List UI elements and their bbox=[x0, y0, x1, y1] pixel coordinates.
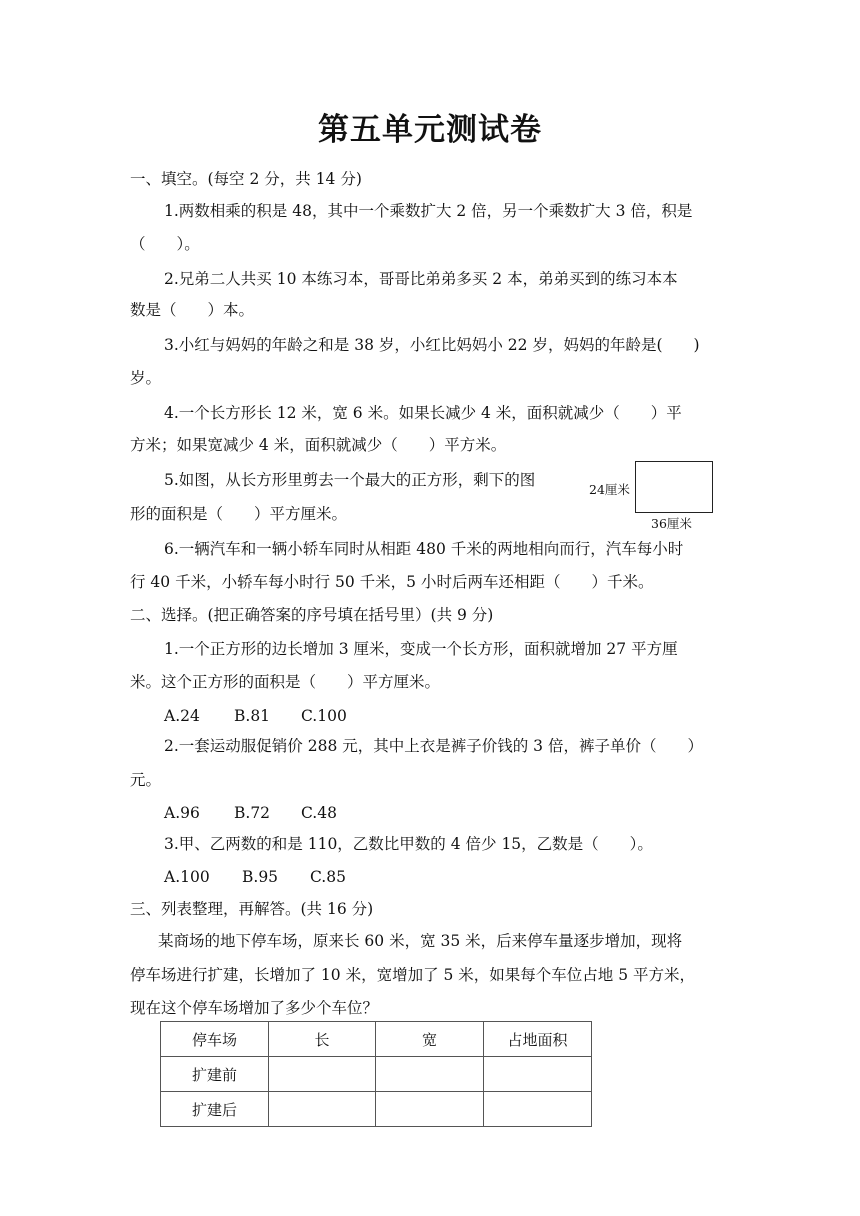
table-cell[interactable] bbox=[484, 1092, 592, 1127]
s2-q3-options bbox=[164, 866, 346, 888]
table-cell[interactable] bbox=[376, 1057, 484, 1092]
s2-q2-line2: 元。 bbox=[130, 771, 162, 789]
s2-q2-line1: 2.一套运动服促销价 288 元，其中上衣是裤子价钱的 3 倍，裤子单价（ ） bbox=[164, 737, 703, 755]
s1-q2-line1: 2.兄弟二人共买 10 本练习本，哥哥比弟弟多买 2 本，弟弟买到的练习本本 bbox=[164, 270, 678, 288]
table-header-cell: 长 bbox=[269, 1022, 376, 1057]
page-title: 第五单元测试卷 bbox=[318, 112, 542, 148]
s1-q4-line1: 4.一个长方形长 12 米，宽 6 米。如果长减少 4 米，面积就减少（ ）平 bbox=[164, 404, 682, 422]
option-b: B.72 bbox=[234, 804, 271, 822]
rectangle-height-label: 24厘米 bbox=[589, 482, 630, 497]
table-header-cell: 占地面积 bbox=[484, 1022, 592, 1057]
s1-q3-line2: 岁。 bbox=[130, 369, 162, 387]
option-c: C.48 bbox=[301, 804, 337, 822]
table-header-cell: 停车场 bbox=[161, 1022, 269, 1057]
s2-q2-options bbox=[164, 802, 337, 824]
option-c: C.85 bbox=[310, 868, 346, 886]
rectangle-shape bbox=[635, 461, 713, 513]
option-a: A.100 bbox=[164, 868, 210, 886]
table-row-label: 扩建前 bbox=[161, 1057, 269, 1092]
s3-problem-line2: 停车场进行扩建，长增加了 10 米，宽增加了 5 米，如果每个车位占地 5 平方米， bbox=[130, 966, 696, 984]
table-cell[interactable] bbox=[269, 1057, 376, 1092]
s1-q5-line1: 5.如图，从长方形里剪去一个最大的正方形，剩下的图 bbox=[164, 471, 536, 489]
table-cell[interactable] bbox=[484, 1057, 592, 1092]
option-b: B.81 bbox=[234, 707, 271, 725]
s1-q4-line2: 方米；如果宽减少 4 米，面积就减少（ ）平方米。 bbox=[130, 436, 507, 454]
s1-q6-line2: 行 40 千米，小轿车每小时行 50 千米，5 小时后两车还相距（ ）千米。 bbox=[130, 573, 654, 591]
table-row-label: 扩建后 bbox=[161, 1092, 269, 1127]
option-a: A.24 bbox=[164, 707, 200, 725]
table-cell[interactable] bbox=[269, 1092, 376, 1127]
s1-q5-line2: 形的面积是（ ）平方厘米。 bbox=[130, 505, 348, 523]
s2-q1-options bbox=[164, 705, 347, 727]
rectangle-width-label: 36厘米 bbox=[651, 516, 692, 531]
s1-q1-line1: 1.两数相乘的积是 48，其中一个乘数扩大 2 倍，另一个乘数扩大 3 倍，积是 bbox=[164, 202, 693, 220]
s3-problem-line3: 现在这个停车场增加了多少个车位？ bbox=[130, 999, 379, 1017]
table-header-cell: 宽 bbox=[376, 1022, 484, 1057]
s1-q6-line1: 6.一辆汽车和一辆小轿车同时从相距 480 千米的两地相向而行，汽车每小时 bbox=[164, 540, 684, 558]
rectangle-figure bbox=[589, 458, 719, 536]
section2-heading: 二、选择。(把正确答案的序号填在括号里）(共 9 分) bbox=[130, 606, 494, 624]
s3-problem-line1: 某商场的地下停车场，原来长 60 米，宽 35 米，后来停车量逐步增加，现将 bbox=[158, 932, 683, 950]
table-header-row bbox=[161, 1022, 592, 1057]
s2-q3-line1: 3.甲、乙两数的和是 110，乙数比甲数的 4 倍少 15，乙数是（ ）。 bbox=[164, 835, 653, 853]
s1-q2-line2: 数是（ ）本。 bbox=[130, 301, 255, 319]
s2-q1-line2: 米。这个正方形的面积是（ ）平方厘米。 bbox=[130, 673, 441, 691]
section1-heading: 一、填空。(每空 2 分，共 14 分) bbox=[130, 170, 362, 188]
s2-q1-line1: 1.一个正方形的边长增加 3 厘米，变成一个长方形，面积就增加 27 平方厘 bbox=[164, 640, 678, 658]
option-c: C.100 bbox=[301, 707, 347, 725]
option-a: A.96 bbox=[164, 804, 200, 822]
parking-table bbox=[160, 1021, 592, 1127]
table-row bbox=[161, 1057, 592, 1092]
table-row bbox=[161, 1092, 592, 1127]
s1-q3-line1: 3.小红与妈妈的年龄之和是 38 岁，小红比妈妈小 22 岁，妈妈的年龄是( ) bbox=[164, 336, 700, 354]
table-cell[interactable] bbox=[376, 1092, 484, 1127]
option-b: B.95 bbox=[242, 868, 279, 886]
s1-q1-line2: （ ）。 bbox=[130, 235, 200, 253]
section3-heading: 三、列表整理，再解答。(共 16 分) bbox=[130, 900, 374, 918]
